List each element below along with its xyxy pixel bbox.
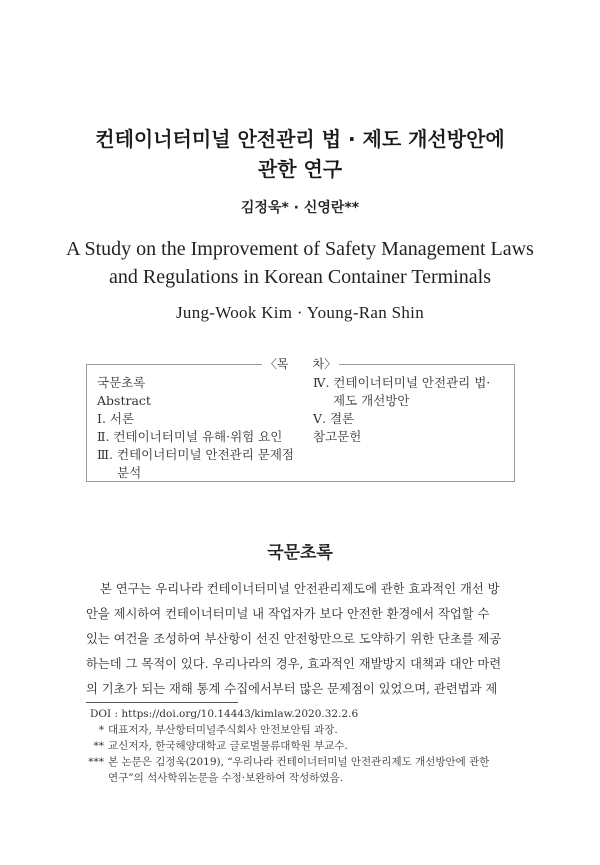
title-kr-line-1: 컨테이너터미널 안전관리 법 · 제도 개선방안에 [95,127,505,151]
body-line: 본 연구는 우리나라 컨테이너터미널 안전관리제도에 관한 효과적인 개선 방 [100,582,500,596]
section-title-abstract: 국문초록 [267,543,333,563]
toc-item: Ⅳ. 컨테이너터미널 안전관리 법· [313,375,491,390]
footnote-mark: ** [93,740,104,752]
toc-heading: 〈목 차〉 [87,356,514,372]
footnote-3-continued: 연구”의 석사학위논문을 수정·보완하여 작성하였음. [108,772,344,784]
footnotes [86,706,526,786]
toc-item: Ⅲ. 컨테이너터미널 안전관리 문제점 [97,447,294,462]
toc-left-column [97,374,294,482]
abstract-body [86,577,516,702]
toc-item: Ⅴ. 결론 [313,411,355,426]
body-line: 의 기초가 되는 재해 통계 수집에서부터 많은 문제점이 있었으며, 관련법과 제 [86,682,498,696]
body-line: 안을 제시하여 컨테이너터미널 내 작업자가 보다 안전한 환경에서 작업할 수 [86,607,490,621]
toc-right-column [313,374,490,446]
doi-line: DOI : https://doi.org/10.14443/kimlaw.2020.32.2.6 [90,708,359,720]
table-of-contents [86,357,515,482]
authors-kr: 김정욱* · 신영란** [240,200,360,216]
toc-item: Abstract [97,393,151,408]
authors-en: Jung-Wook Kim · Young-Ran Shin [175,303,424,322]
body-line: 하는데 그 목적이 있다. 우리나라의 경우, 효과적인 재발방지 대책과 대안 마련 [86,657,502,671]
toc-item: 국문초록 [97,375,146,390]
toc-item: 참고문헌 [313,429,362,444]
toc-item: Ⅱ. 컨테이너터미널 유해·위험 요인 [97,429,283,444]
footnote-3: *** 본 논문은 김정욱(2019), “우리나라 컨테이너터미널 안전관리제도 개선방안에 관한 [86,754,526,770]
toc-item: 제도 개선방안 [333,393,410,408]
footnote-divider [86,702,238,703]
title-kr-line-2: 관한 연구 [257,157,343,181]
title-en-line-1: A Study on the Improvement of Safety Management Laws [66,238,534,260]
footnote-mark: *** [88,756,104,768]
footnote-mark: * [98,724,104,736]
title-en-line-2: and Regulations in Korean Container Terminals [108,266,492,288]
body-line: 있는 여건을 조성하여 부산항이 선진 안전항만으로 도약하기 위한 단초를 제공 [86,632,502,646]
footnote-1: * 대표저자, 부산항터미널주식회사 안전보안팀 과장. [86,722,526,738]
toc-item: Ⅰ. 서론 [97,411,135,426]
footnote-2: ** 교신저자, 한국해양대학교 글로벌물류대학원 부교수. [86,738,526,754]
toc-item: 분석 [117,465,142,480]
